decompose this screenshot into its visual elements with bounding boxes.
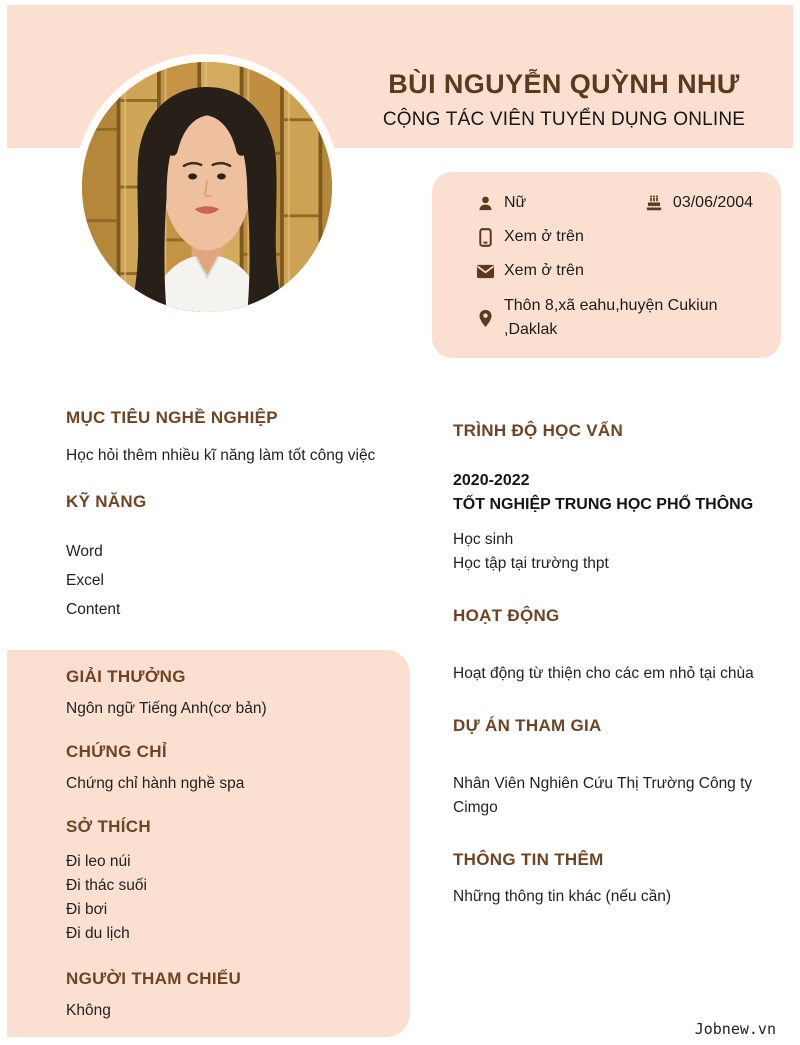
education-degree: TỐT NGHIỆP TRUNG HỌC PHỔ THÔNG bbox=[453, 496, 754, 513]
hobby-item: Đi bơi bbox=[66, 901, 108, 918]
section-heading-hobbies: SỞ THÍCH bbox=[66, 817, 151, 836]
section-heading-objective: MỤC TIÊU NGHỀ NGHIỆP bbox=[66, 408, 278, 427]
candidate-name: BÙI NGUYỄN QUỲNH NHƯ bbox=[388, 69, 740, 99]
section-heading-certificates: CHỨNG CHỈ bbox=[66, 742, 167, 761]
contact-row-gender-birthday bbox=[475, 192, 753, 214]
section-heading-education: TRÌNH ĐỘ HỌC VẤN bbox=[453, 421, 624, 440]
contact-card bbox=[432, 172, 781, 358]
hobby-item: Đi du lịch bbox=[66, 925, 130, 942]
right-column bbox=[453, 420, 785, 909]
education-detail-line: Học tập tại trường thpt bbox=[453, 555, 609, 572]
education-detail-line: Học sinh bbox=[453, 531, 514, 548]
section-heading-awards: GIẢI THƯỞNG bbox=[66, 667, 186, 686]
address-value: Thôn 8,xã eahu,huyện Cukiun ,Daklak bbox=[504, 297, 718, 338]
objective-text: Học hỏi thêm nhiều kĩ năng làm tốt công việc bbox=[66, 447, 376, 464]
certificates-text: Chứng chỉ hành nghề spa bbox=[66, 775, 245, 792]
section-heading-additional-info: THÔNG TIN THÊM bbox=[453, 850, 604, 869]
section-heading-skills: KỸ NĂNG bbox=[66, 492, 147, 511]
portrait-illustration bbox=[82, 62, 332, 312]
header-identity bbox=[344, 68, 784, 133]
birthday-value: 03/06/2004 bbox=[672, 194, 753, 211]
education-period: 2020-2022 bbox=[453, 472, 530, 489]
portrait-person bbox=[130, 87, 284, 312]
jobnew-watermark: Jobnew.vn bbox=[694, 1020, 776, 1038]
hobby-item: Đi thác suối bbox=[66, 877, 147, 894]
left-column-top bbox=[66, 407, 388, 624]
skill-item: Excel bbox=[66, 572, 104, 589]
projects-text: Nhân Viên Nghiên Cứu Thị Trường Công ty Cimgo bbox=[453, 775, 753, 816]
contact-row-phone bbox=[475, 226, 753, 248]
skills-list bbox=[66, 537, 388, 624]
profile-photo bbox=[74, 54, 340, 320]
envelope-icon bbox=[475, 262, 495, 280]
education-details bbox=[453, 528, 785, 576]
references-text: Không bbox=[66, 1002, 111, 1019]
hobbies-list bbox=[66, 850, 380, 946]
mobile-phone-icon bbox=[475, 228, 495, 246]
phone-value: Xem ở trên bbox=[504, 228, 584, 245]
additional-info-text: Những thông tin khác (nếu cần) bbox=[453, 888, 672, 905]
activities-text: Hoạt động từ thiện cho các em nhỏ tại chùa bbox=[453, 665, 754, 682]
section-heading-activities: HOẠT ĐỘNG bbox=[453, 606, 560, 625]
location-pin-icon bbox=[475, 309, 495, 327]
eyes bbox=[188, 173, 197, 179]
skill-item: Content bbox=[66, 601, 121, 618]
candidate-job-title: CỘNG TÁC VIÊN TUYỂN DỤNG ONLINE bbox=[382, 109, 746, 130]
hobby-item: Đi leo núi bbox=[66, 853, 131, 870]
gender-field bbox=[475, 192, 526, 214]
skill-item: Word bbox=[66, 543, 103, 560]
contact-row-address bbox=[475, 294, 753, 342]
section-heading-projects: DỰ ÁN THAM GIA bbox=[453, 716, 602, 735]
contact-row-email bbox=[475, 260, 753, 282]
birthday-cake-icon bbox=[644, 194, 664, 212]
left-column-highlight-panel bbox=[7, 650, 410, 1037]
section-heading-references: NGƯỜI THAM CHIẾU bbox=[66, 969, 242, 988]
person-icon bbox=[475, 194, 495, 212]
birthday-field bbox=[644, 192, 753, 214]
gender-value: Nữ bbox=[504, 194, 527, 211]
education-entry bbox=[453, 469, 785, 576]
email-value: Xem ở trên bbox=[504, 262, 584, 279]
awards-text: Ngôn ngữ Tiếng Anh(cơ bản) bbox=[66, 700, 267, 717]
